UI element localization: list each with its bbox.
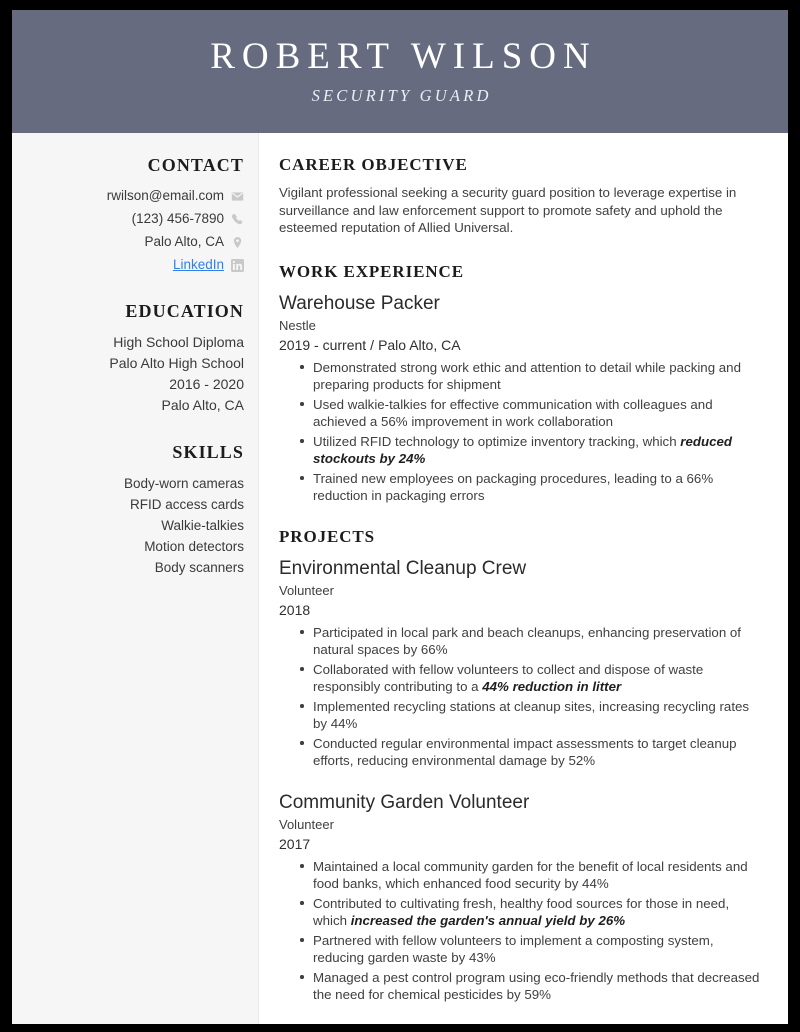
contact-item	[24, 232, 244, 252]
bullet-text: Utilized RFID technology to optimize inventory tracking, which	[313, 433, 681, 449]
entry-organization: Volunteer	[279, 816, 334, 832]
entry-bullet	[279, 895, 766, 930]
skill-item: Body scanners	[154, 560, 244, 575]
skills-section	[24, 442, 244, 578]
bullet-emphasis: 44% reduction in litter	[482, 679, 622, 694]
bullet-text: Maintained a local community garden for the benefit of local residents and food banks, which enhanced food security by 44%	[313, 858, 748, 891]
entry-bullet	[279, 735, 766, 770]
entry-meta	[279, 834, 766, 855]
entry-dates: 2017	[279, 835, 311, 852]
entry-meta	[279, 335, 766, 356]
linkedin-icon	[231, 259, 244, 272]
resume-header	[12, 10, 788, 133]
bullet-text: Used walkie-talkies for effective communication with colleagues and achieved a 56% improvement in work collaboration	[313, 396, 713, 429]
skills-list	[24, 473, 244, 578]
entry-bullet	[279, 470, 766, 505]
candidate-job-title: SECURITY GUARD	[311, 86, 492, 106]
bullet-text: Conducted regular environmental impact assessments to target cleanup efforts, reducing environmental damage by 52%	[313, 735, 737, 768]
education-line: 2016 - 2020	[169, 376, 244, 392]
entry-title: Environmental Cleanup Crew	[279, 557, 527, 579]
contact-item[interactable]	[24, 255, 244, 275]
education-list	[24, 332, 244, 416]
entry-organization: Volunteer	[279, 582, 334, 598]
career-objective-section	[279, 155, 766, 237]
skills-heading: SKILLS	[172, 442, 244, 462]
entry-separator: /	[370, 336, 375, 353]
projects-heading: PROJECTS	[279, 526, 375, 546]
bullet-text: Partnered with fellow volunteers to implement a composting system, reducing garden waste by 43%	[313, 932, 714, 965]
entry-bullet	[279, 359, 766, 394]
bullet-emphasis: reduced stockouts by 24%	[313, 433, 733, 466]
entry-bullet	[279, 624, 766, 659]
projects-section	[279, 527, 766, 1004]
entry-bullet	[279, 858, 766, 893]
bullet-text: Implemented recycling stations at cleanup sites, increasing recycling rates by 44%	[313, 698, 750, 731]
work-experience-entries	[279, 291, 766, 505]
resume-entry	[279, 790, 766, 1004]
contact-item	[24, 209, 244, 229]
skill-item: Motion detectors	[144, 539, 244, 554]
entry-dates: 2019 - current	[279, 336, 367, 353]
skill-item: Body-worn cameras	[123, 476, 244, 491]
entry-bullet	[279, 661, 766, 696]
contact-item-text: rwilson@email.com	[106, 188, 224, 203]
career-objective-text: Vigilant professional seeking a security guard position to leverage expertise in surveillance and law enforcement support to promote safety and uphold the esteemed reputation of Allied Universal.	[279, 185, 737, 235]
bullet-text: Participated in local park and beach cleanups, enhancing preservation of natural spaces by 66%	[313, 624, 741, 657]
bullet-text: Managed a pest control program using eco-friendly methods that decreased the need for chemical pesticides by 59%	[313, 969, 760, 1002]
resume-body	[12, 133, 788, 1024]
bullet-text: Contributed to cultivating fresh, healthy food sources for those in need, which	[313, 895, 730, 928]
bullet-text: Demonstrated strong work ethic and attention to detail while packing and preparing products for shipment	[313, 359, 741, 392]
resume-entry	[279, 556, 766, 770]
main-column	[259, 133, 788, 1024]
work-experience-section	[279, 262, 766, 505]
bullet-text: Trained new employees on packaging procedures, leading to a 66% reduction in packaging errors	[313, 470, 714, 503]
education-line: Palo Alto, CA	[161, 397, 244, 413]
work-experience-heading: WORK EXPERIENCE	[279, 261, 464, 281]
entry-bullet	[279, 698, 766, 733]
contact-heading: CONTACT	[147, 155, 244, 175]
entry-title: Community Garden Volunteer	[279, 791, 530, 813]
contact-list	[24, 186, 244, 275]
education-heading: EDUCATION	[125, 301, 244, 321]
candidate-name: ROBERT WILSON	[210, 35, 597, 77]
resume-page	[12, 10, 788, 1024]
skill-item: RFID access cards	[129, 497, 244, 512]
entry-bullet	[279, 969, 766, 1004]
career-objective-heading: CAREER OBJECTIVE	[279, 155, 468, 174]
contact-item	[24, 186, 244, 206]
entry-bullet-list	[279, 858, 766, 1004]
entry-bullet-list	[279, 624, 766, 770]
entry-dates: 2018	[279, 601, 311, 618]
resume-entry	[279, 291, 766, 505]
entry-organization: Nestle	[279, 317, 316, 333]
phone-icon	[231, 213, 244, 226]
bullet-text: Collaborated with fellow volunteers to collect and dispose of waste responsibly contributing to a	[313, 661, 704, 694]
contact-section	[24, 155, 244, 275]
linkedin-link[interactable]: LinkedIn	[172, 257, 224, 272]
skill-item: Walkie-talkies	[161, 518, 244, 533]
entry-bullet-list	[279, 359, 766, 505]
map-pin-icon	[231, 236, 244, 249]
entry-location: Palo Alto, CA	[378, 336, 461, 353]
contact-item-text: Palo Alto, CA	[144, 234, 224, 249]
sidebar	[12, 133, 259, 1024]
education-section	[24, 301, 244, 416]
entry-title: Warehouse Packer	[279, 292, 440, 314]
envelope-icon	[231, 190, 244, 203]
education-line: Palo Alto High School	[109, 355, 244, 371]
projects-entries	[279, 556, 766, 1004]
entry-bullet	[279, 433, 766, 468]
education-line: High School Diploma	[113, 334, 244, 350]
contact-item-text: (123) 456-7890	[131, 211, 224, 226]
entry-bullet	[279, 396, 766, 431]
bullet-emphasis: increased the garden's annual yield by 26%	[350, 913, 626, 928]
entry-bullet	[279, 932, 766, 967]
entry-meta	[279, 600, 766, 621]
